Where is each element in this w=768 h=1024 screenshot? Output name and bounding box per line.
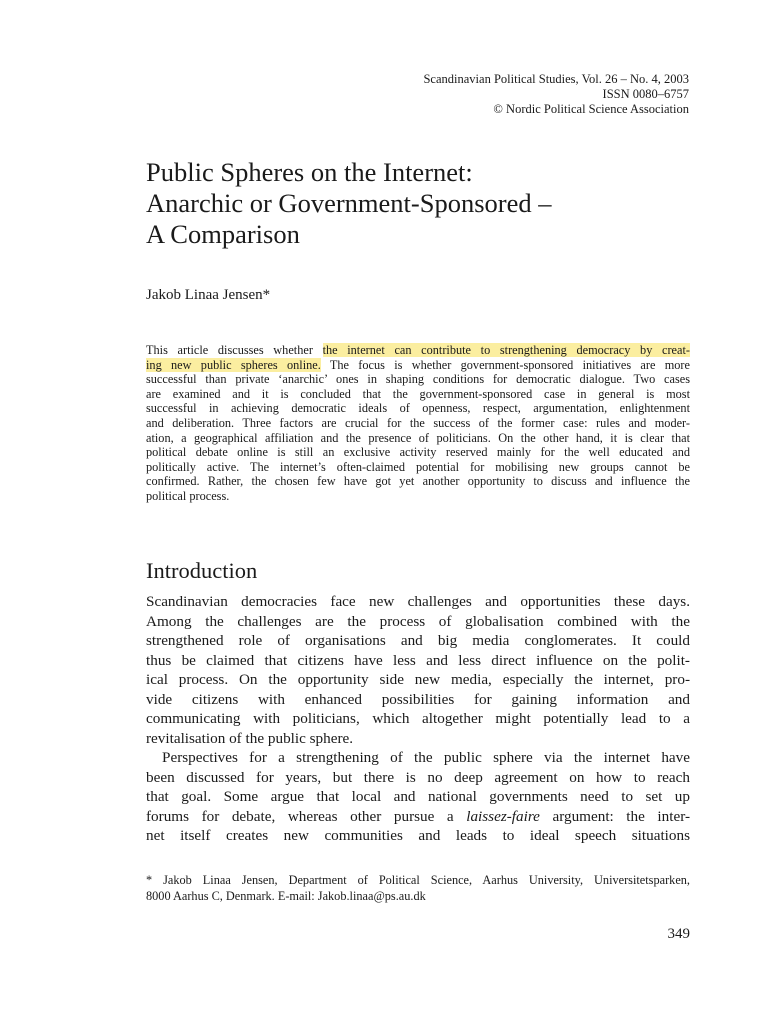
- journal-citation: Scandinavian Political Studies, Vol. 26 – No. 4, 2003: [423, 72, 689, 86]
- highlighted-text[interactable]: ing new public spheres online.: [146, 357, 321, 372]
- body-line: [146, 807, 690, 827]
- body-line: communicating with politicians, which altogether might potentially lead to a: [146, 710, 690, 727]
- abstract-line: confirmed. Rather, the chosen few have got yet another opportunity to discuss and influence the: [146, 474, 690, 489]
- body-line: ical process. On the opportunity side new media, especially the internet, pro-: [146, 671, 690, 688]
- author-footnote: [146, 873, 690, 904]
- title-line: Public Spheres on the Internet:: [146, 157, 473, 187]
- journal-issn: ISSN 0080–6757: [602, 87, 689, 101]
- abstract-text: This article discusses whether: [146, 343, 323, 357]
- body-line: been discussed for years, but there is no deep agreement on how to reach: [146, 768, 690, 786]
- abstract-line: [146, 343, 690, 358]
- section-heading-introduction: Introduction: [146, 558, 258, 583]
- abstract-line: successful than private ‘anarchic’ ones in shaping conditions for democratic dialogue. Two cases: [146, 372, 690, 387]
- title-line: A Comparison: [146, 219, 300, 249]
- body-line: Scandinavian democracies face new challenges and opportunities these days.: [146, 593, 690, 610]
- journal-info: [423, 72, 689, 117]
- body-line: that goal. Some argue that local and national governments need to set up: [146, 788, 690, 805]
- abstract-text: The focus is whether government-sponsored initiatives are more: [320, 357, 690, 372]
- article-title: [146, 157, 706, 250]
- body-text: argument: the inter-: [539, 807, 690, 825]
- body-line: strengthened role of organisations and big media conglomerates. It could: [146, 632, 690, 649]
- footnote-line: * Jakob Linaa Jensen, Department of Political Science, Aarhus University, Universitetsparken,: [146, 873, 690, 887]
- body-line: vide citizens with enhanced possibilities for gaining information and: [146, 690, 690, 708]
- abstract-line: successful in achieving democratic ideals of openness, respect, argumentation, enlightenment: [146, 401, 690, 416]
- body-line: Perspectives for a strengthening of the public sphere via the internet have: [162, 749, 690, 766]
- page-number: 349: [667, 926, 690, 942]
- title-line: Anarchic or Government-Sponsored –: [146, 188, 552, 218]
- abstract-line: are examined and it is concluded that the government-sponsored case in general is most: [146, 386, 690, 401]
- abstract-line: ation, a geographical affiliation and the presence of politicians. On the other hand, it is clear that: [146, 430, 690, 445]
- body-line: thus be claimed that citizens have less and less direct influence on the polit-: [146, 651, 690, 669]
- highlighted-text[interactable]: the internet can contribute to strengthening democracy by creat-: [322, 343, 690, 357]
- abstract-line: political process.: [146, 488, 230, 503]
- body-text: forums for debate, whereas other pursue a: [146, 807, 467, 825]
- abstract-line: [146, 358, 690, 373]
- abstract-line: political debate online is still an exclusive activity reserved mainly for the well educated and: [146, 445, 690, 460]
- body-line: Among the challenges are the process of globalisation combined with the: [146, 612, 690, 630]
- body-line: net itself creates new communities and leads to ideal speech situations: [146, 827, 690, 844]
- journal-copyright: © Nordic Political Science Association: [493, 102, 689, 116]
- abstract-line: politically active. The internet’s often-claimed potential for mobilising new groups cannot be: [146, 459, 690, 474]
- italic-term: laissez-faire: [466, 807, 540, 825]
- abstract-line: and deliberation. Three factors are crucial for the success of the former case: rules and moder-: [146, 415, 690, 430]
- introduction-body: [146, 592, 690, 846]
- body-line: revitalisation of the public sphere.: [146, 729, 354, 747]
- footnote-line: 8000 Aarhus C, Denmark. E-mail: Jakob.linaa@ps.au.dk: [146, 888, 426, 903]
- abstract: [146, 343, 690, 504]
- author-name: Jakob Linaa Jensen*: [146, 287, 271, 303]
